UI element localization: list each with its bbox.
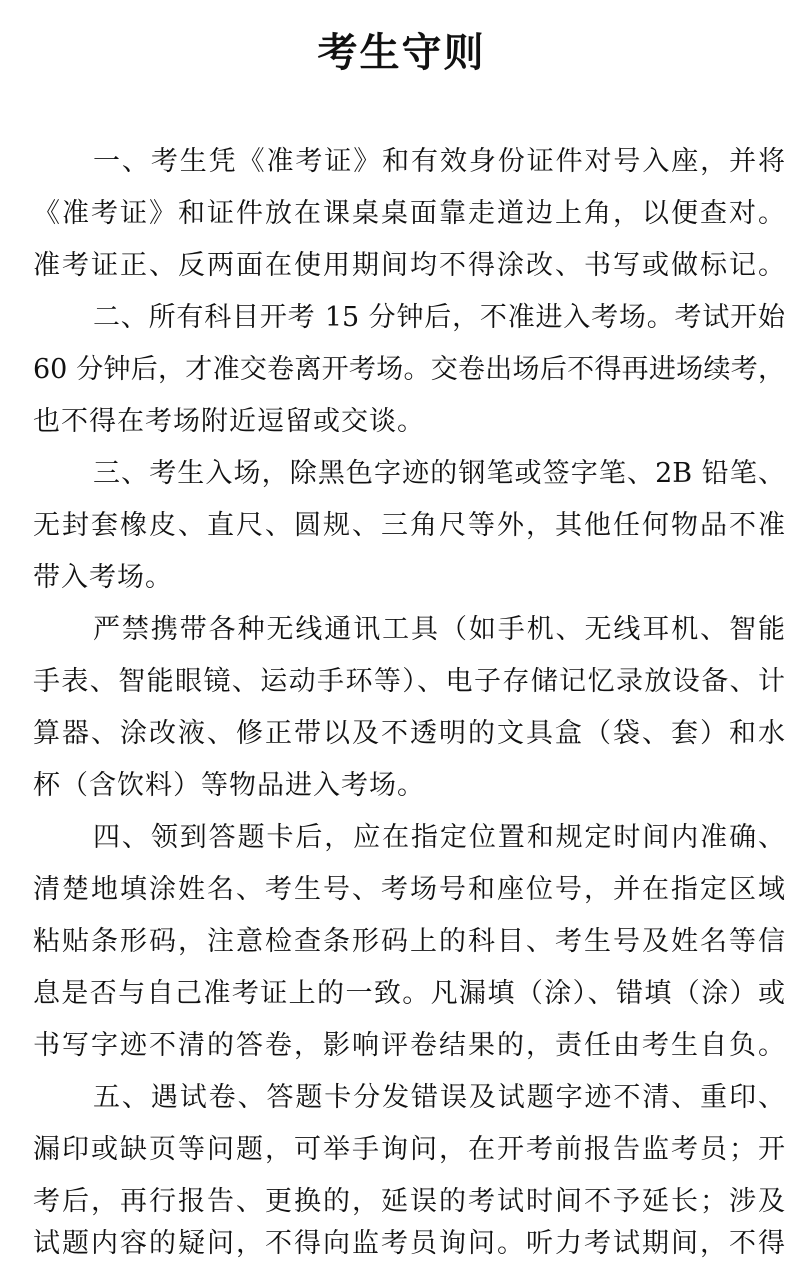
rule-line: 一、考生凭《准考证》和有效身份证件对号入座，并将 — [93, 146, 785, 177]
rule-line: 也不得在考场附近逗留或交谈。 — [33, 406, 425, 437]
rule-line: 杯（含饮料）等物品进入考场。 — [33, 770, 425, 801]
rule-line: 算器、涂改液、修正带以及不透明的文具盒（袋、套）和水 — [33, 718, 785, 749]
rule-line: 手表、智能眼镜、运动手环等）、电子存储记忆录放设备、计 — [33, 666, 785, 697]
page-title: 考生守则 — [317, 29, 486, 76]
rule-line: 息是否与自己准考证上的一致。凡漏填（涂）、错填（涂）或 — [33, 978, 785, 1009]
rule-line: 三、考生入场，除黑色字迹的钢笔或签字笔、2B 铅笔、 — [93, 458, 785, 489]
rule-line: 试题内容的疑问，不得向监考员询问。听力考试期间，不得 — [33, 1228, 785, 1259]
rule-line: 考后，再行报告、更换的，延误的考试时间不予延长；涉及 — [33, 1186, 785, 1217]
rule-line: 严禁携带各种无线通讯工具（如手机、无线耳机、智能 — [93, 614, 785, 645]
rule-line: 无封套橡皮、直尺、圆规、三角尺等外，其他任何物品不准 — [33, 510, 785, 541]
rule-line: 《准考证》和证件放在课桌桌面靠走道边上角，以便查对。 — [33, 198, 785, 229]
rule-line: 二、所有科目开考 15 分钟后，不准进入考场。考试开始 — [93, 302, 785, 333]
rule-line: 准考证正、反两面在使用期间均不得涂改、书写或做标记。 — [33, 250, 785, 281]
rule-line: 四、领到答题卡后，应在指定位置和规定时间内准确、 — [93, 822, 785, 853]
rule-line: 五、遇试卷、答题卡分发错误及试题字迹不清、重印、 — [93, 1082, 785, 1113]
rule-line: 带入考场。 — [33, 562, 173, 593]
rule-line: 漏印或缺页等问题，可举手询问，在开考前报告监考员；开 — [33, 1134, 785, 1165]
rule-line: 书写字迹不清的答卷，影响评卷结果的，责任由考生自负。 — [33, 1030, 785, 1061]
rule-line: 60 分钟后，才准交卷离开考场。交卷出场后不得再进场续考， — [33, 354, 785, 385]
rule-line: 粘贴条形码，注意检查条形码上的科目、考生号及姓名等信 — [33, 926, 785, 957]
rule-line: 清楚地填涂姓名、考生号、考场号和座位号，并在指定区域 — [33, 874, 785, 905]
